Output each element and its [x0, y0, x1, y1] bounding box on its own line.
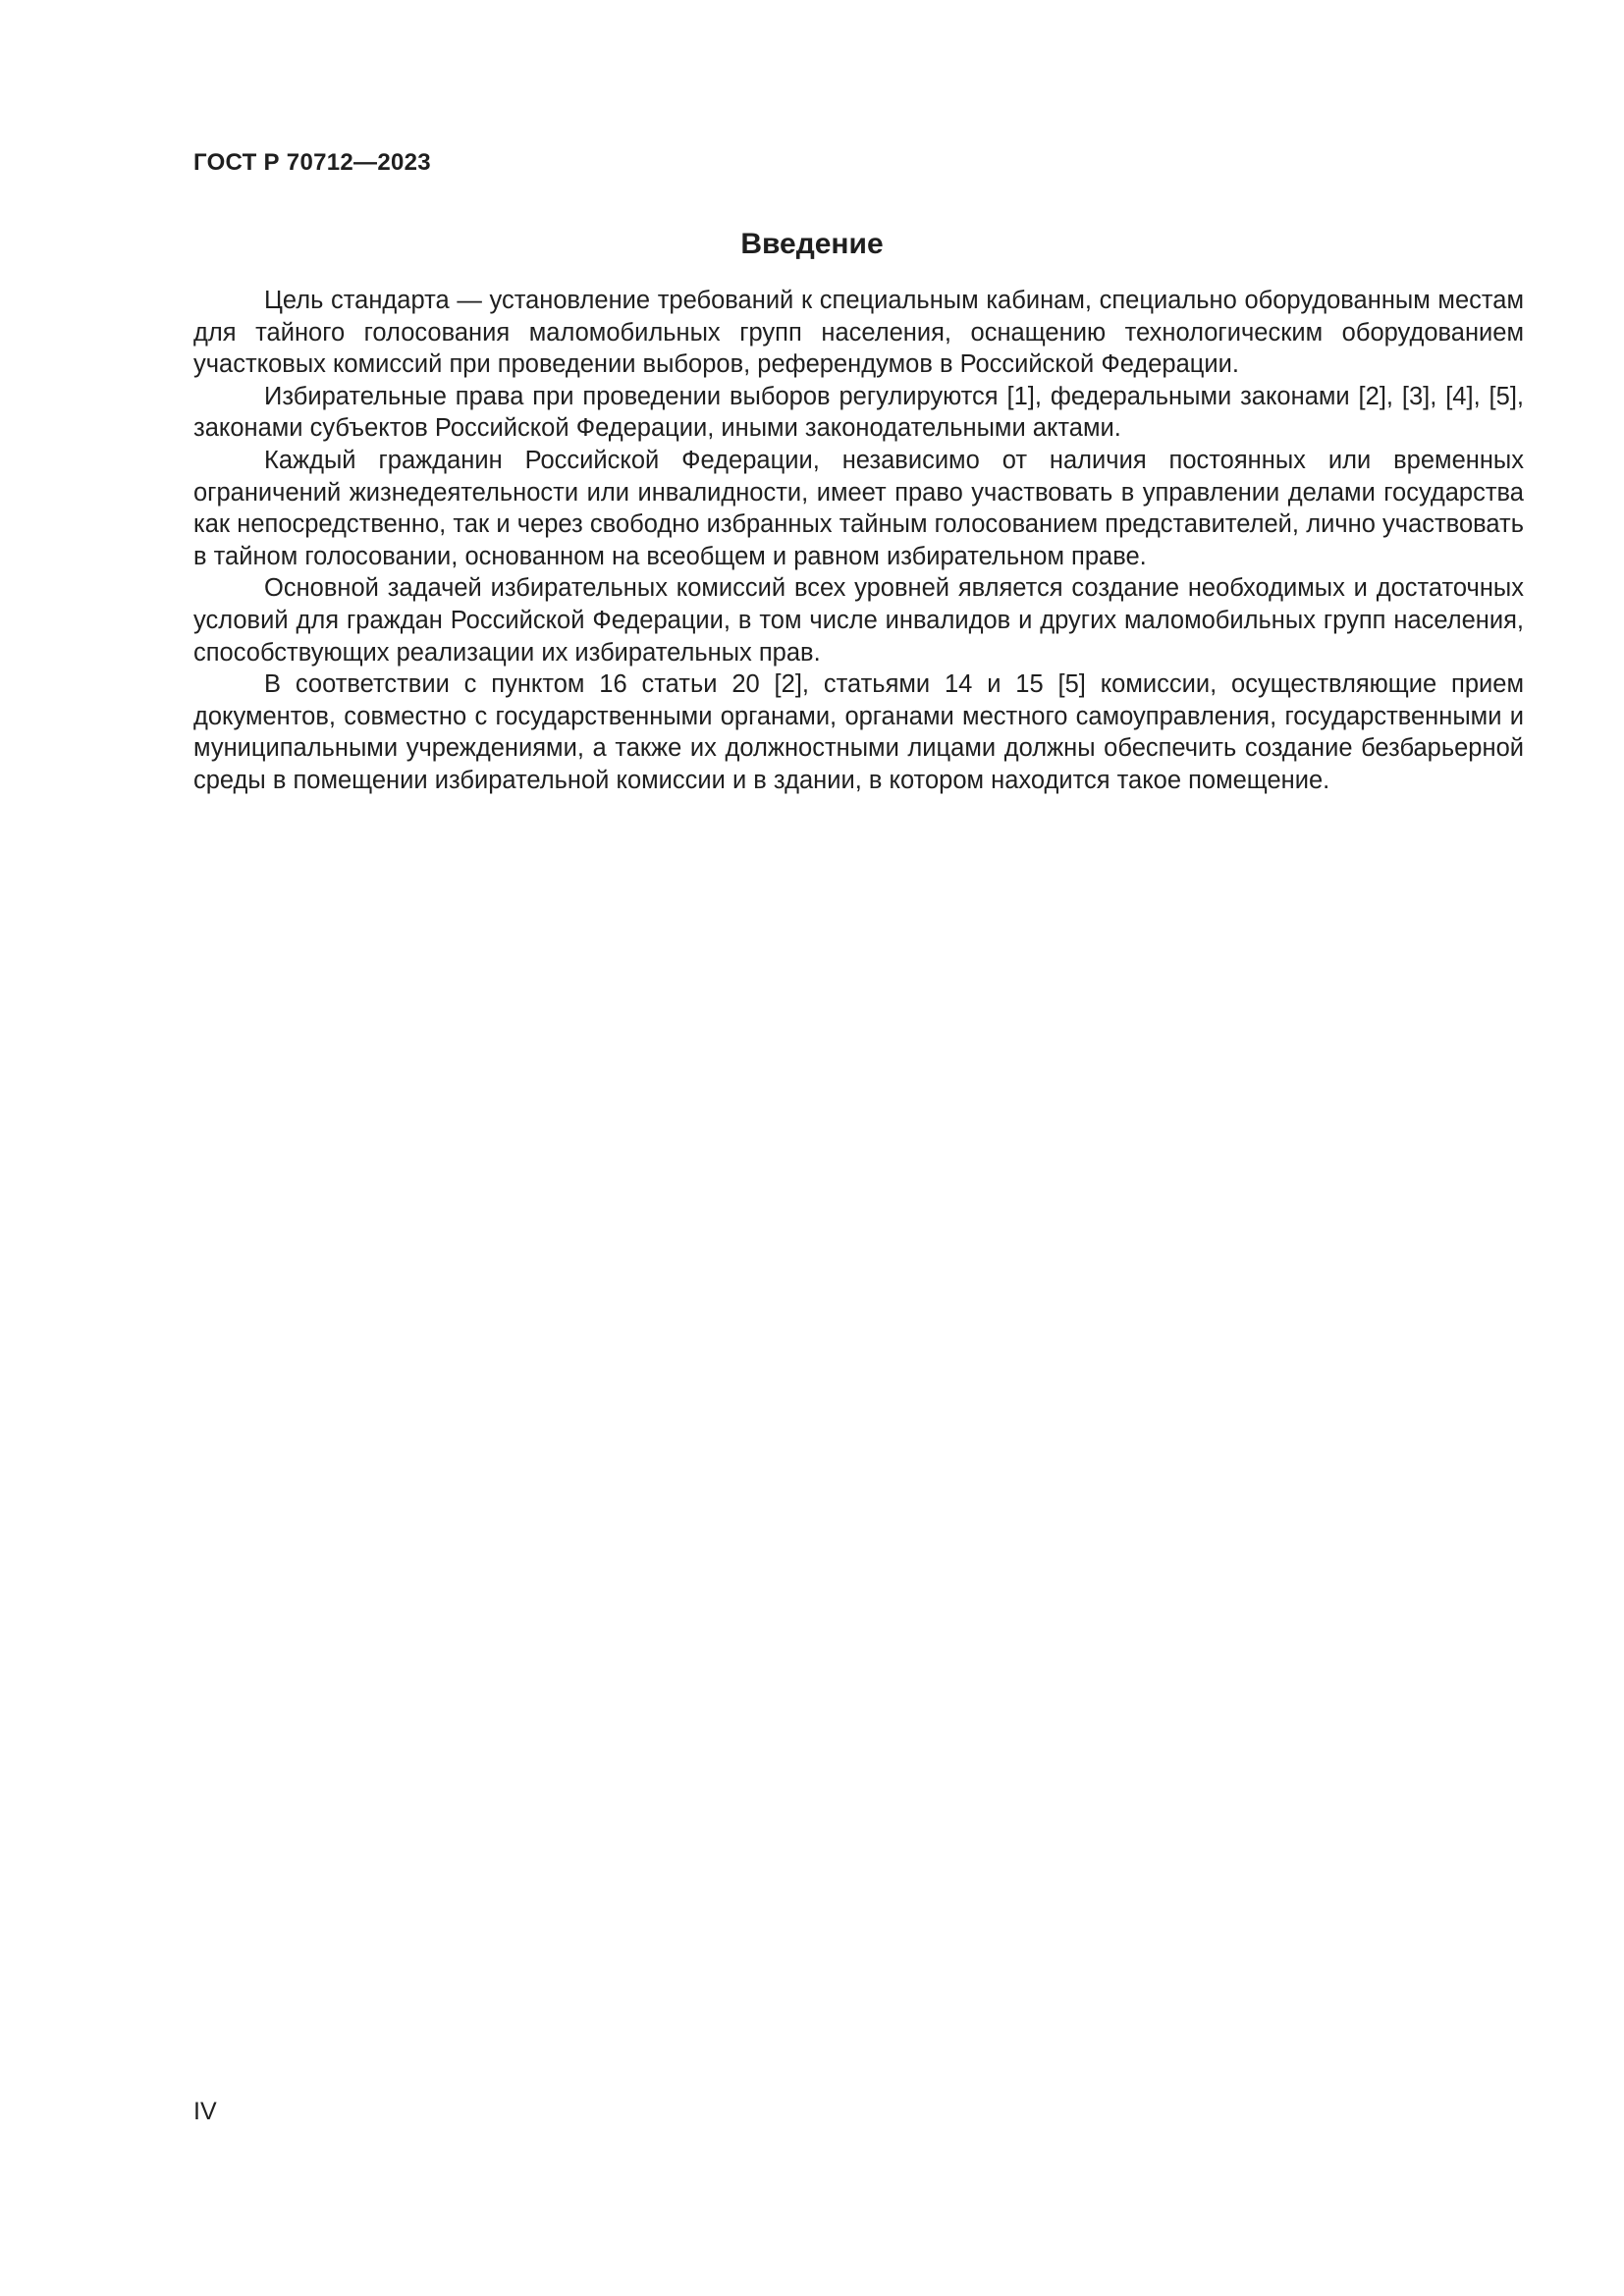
document-code: ГОСТ Р 70712—2023 — [193, 149, 431, 176]
paragraph-legal-basis: Избирательные права при проведении выборов регулируются [1], федеральными законами [2], [3], [4], [5], законами субъектов Российской Федерации, иными законодательными актами. — [193, 382, 1524, 443]
page-number: IV — [193, 2098, 217, 2125]
paragraph-purpose: Цель стандарта — установление требований к специальным кабинам, специально оборудованным местам для тайного голосования маломобильных групп населения, оснащению технологическим оборудованием участковых комиссий при проведении выборов, референдумов в Российской Федерации. — [193, 287, 1524, 379]
paragraph-barrier-free: В соответствии с пунктом 16 статьи 20 [2], статьями 14 и 15 [5] комиссии, осуществляющие прием документов, совместно с государственными органами, органами местного самоуправления, государственными и муниципальными учреждениями, а также их должностными лицами должны обеспечить создание безбарьерной среды в помещении избирательной комиссии и в здании, в котором находится такое помещение. — [193, 670, 1524, 794]
paragraph-citizen-rights: Каждый гражданин Российской Федерации, независимо от наличия постоянных или временных ограничений жизнедеятельности или инвалидности, имеет право участвовать в управлении делами государства как непосредственно, так и через свободно избранных тайным голосованием представителей, лично участвовать в тайном голосовании, основанном на всеобщем и равном избирательном праве. — [193, 446, 1524, 570]
section-title: Введение — [740, 228, 884, 260]
section-body — [193, 285, 1524, 797]
paragraph-commission-task: Основной задачей избирательных комиссий всех уровней является создание необходимых и достаточных условий для граждан Российской Федерации, в том числе инвалидов и других маломобильных групп населения, способствующих реализации их избирательных прав. — [193, 574, 1524, 667]
